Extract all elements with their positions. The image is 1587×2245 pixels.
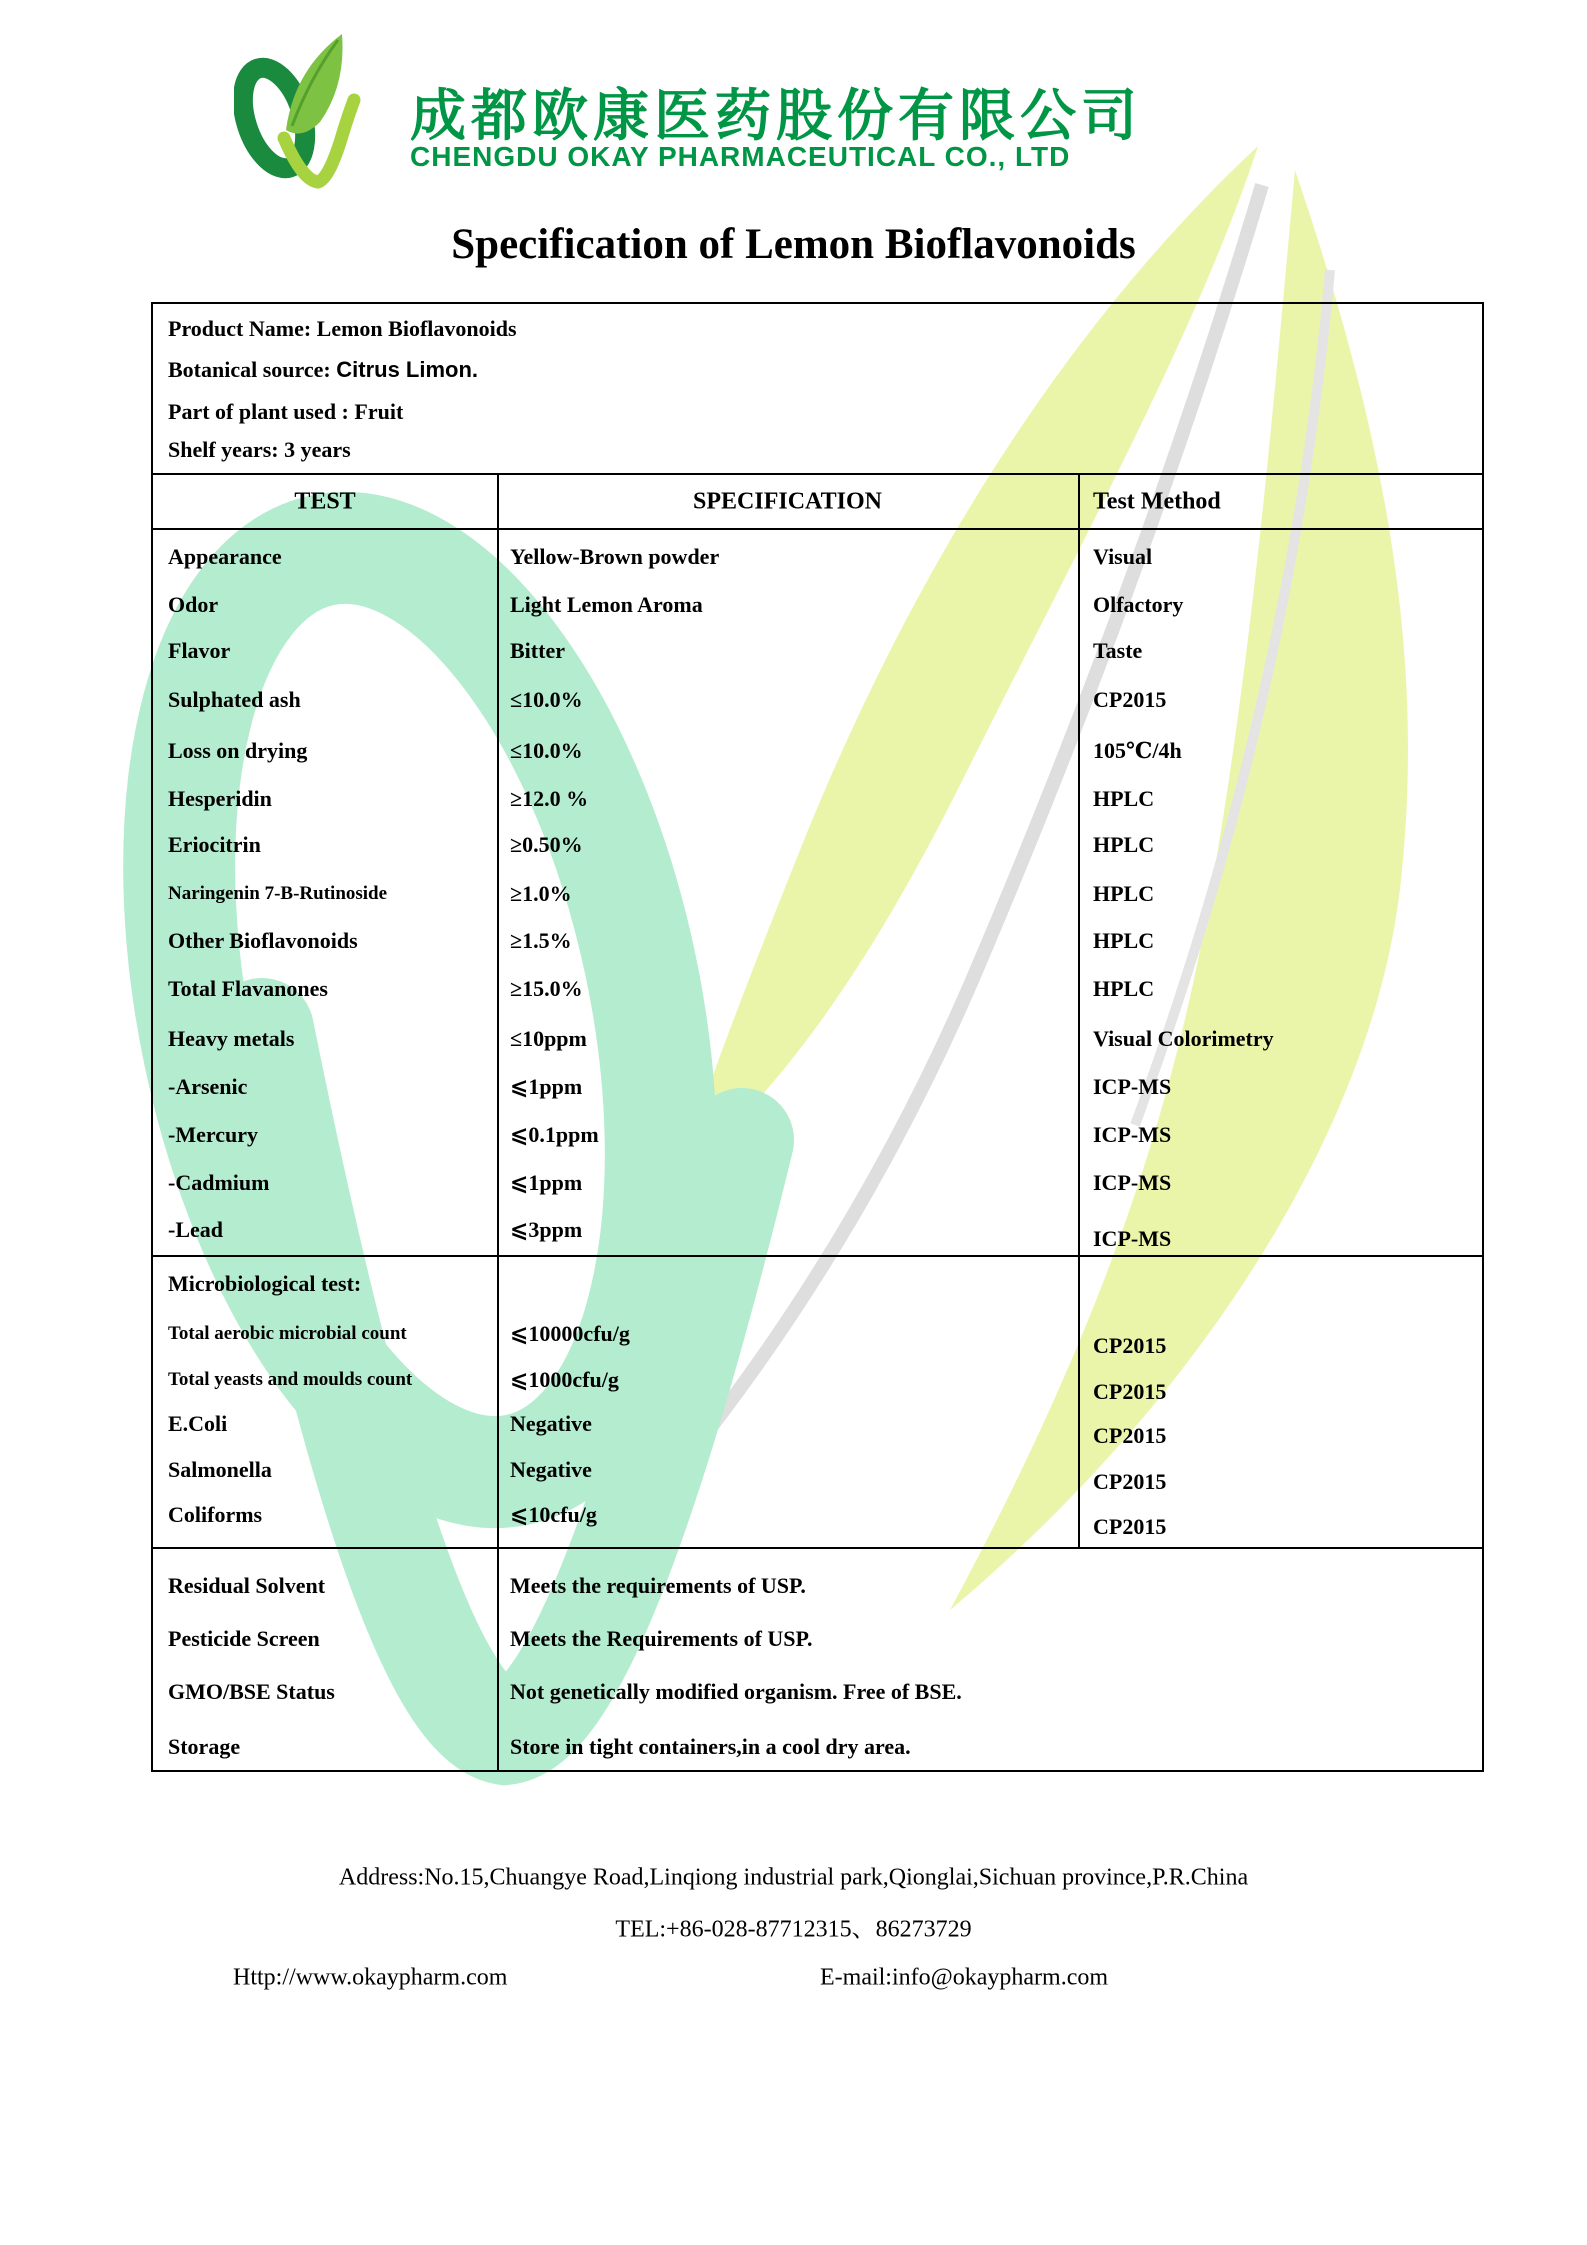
test-name: -Cadmium xyxy=(168,1170,270,1195)
spec-value: ⩽1ppm xyxy=(510,1170,583,1195)
spec-value: ≤10ppm xyxy=(510,1026,587,1051)
method-value: ICP-MS xyxy=(1093,1226,1172,1251)
document-title: Specification of Lemon Bioflavonoids xyxy=(451,221,1136,268)
info-value: Fruit xyxy=(354,399,404,424)
spec-value: Yellow-Brown powder xyxy=(510,544,720,569)
column-divider-2 xyxy=(1078,473,1080,1547)
test-name: -Mercury xyxy=(168,1122,258,1147)
divider-info-bottom xyxy=(153,473,1482,475)
spec-value: ≥0.50% xyxy=(510,832,583,857)
method-value: HPLC xyxy=(1093,881,1155,906)
column-header-specification: SPECIFICATION xyxy=(693,488,882,515)
test-name: Salmonella xyxy=(168,1457,272,1482)
test-name: Sulphated ash xyxy=(168,687,301,712)
spec-value: Negative xyxy=(510,1411,592,1436)
spec-value: ≥1.0% xyxy=(510,881,572,906)
spec-value: ⩽10cfu/g xyxy=(510,1502,597,1527)
company-name-english: CHENGDU OKAY PHARMACEUTICAL CO., LTD xyxy=(410,141,1071,172)
column-divider-1 xyxy=(497,473,499,1770)
spec-value: ≥12.0 % xyxy=(510,786,589,811)
spec-value: ⩽1ppm xyxy=(510,1074,583,1099)
info-label: Botanical source: xyxy=(168,357,331,382)
method-value: HPLC xyxy=(1093,786,1155,811)
test-name: E.Coli xyxy=(168,1411,228,1436)
info-label: Part of plant used : xyxy=(168,399,349,424)
spec-value: Meets the requirements of USP. xyxy=(510,1573,806,1598)
test-name: Pesticide Screen xyxy=(168,1626,320,1651)
method-value: Olfactory xyxy=(1093,592,1184,617)
test-name: Total yeasts and moulds count xyxy=(168,1369,413,1390)
method-value: HPLC xyxy=(1093,832,1155,857)
column-header-method: Test Method xyxy=(1093,488,1221,515)
column-header-test: TEST xyxy=(294,488,356,515)
spec-value: ⩽1000cfu/g xyxy=(510,1367,619,1392)
footer-email: E-mail:info@okaypharm.com xyxy=(820,1964,1109,1991)
divider-main-bottom xyxy=(153,1255,1482,1257)
spec-value: ≥15.0% xyxy=(510,976,583,1001)
method-value: HPLC xyxy=(1093,928,1155,953)
company-name-chinese: 成都欧康医药股份有限公司 xyxy=(410,84,1142,149)
spec-value: Light Lemon Aroma xyxy=(510,592,703,617)
spec-value: Meets the Requirements of USP. xyxy=(510,1626,813,1651)
divider-header-bottom xyxy=(153,528,1482,530)
test-name: Heavy metals xyxy=(168,1026,295,1051)
info-value: Citrus Limon. xyxy=(336,357,479,382)
test-name: -Lead xyxy=(168,1217,223,1242)
test-name: Other Bioflavonoids xyxy=(168,928,358,953)
spec-value: ⩽3ppm xyxy=(510,1217,583,1242)
test-name: Residual Solvent xyxy=(168,1573,326,1598)
method-value: ICP-MS xyxy=(1093,1074,1172,1099)
footer-address: Address:No.15,Chuangye Road,Linqiong industrial park,Qionglai,Sichuan province,P.R.China xyxy=(338,1864,1249,1891)
info-label: Shelf years: xyxy=(168,437,279,462)
test-name: Naringenin 7-B-Rutinoside xyxy=(168,883,388,904)
spec-value: Not genetically modified organism. Free of BSE. xyxy=(510,1679,962,1704)
test-name: Total aerobic microbial count xyxy=(168,1323,407,1344)
spec-value: ≤10.0% xyxy=(510,738,583,763)
method-value: 105℃/4h xyxy=(1093,738,1182,763)
spec-value: ⩽0.1ppm xyxy=(510,1122,599,1147)
spec-value: Store in tight containers,in a cool dry area. xyxy=(510,1734,911,1759)
info-label: Product Name: xyxy=(168,316,312,341)
method-value: CP2015 xyxy=(1093,1379,1167,1404)
method-value: CP2015 xyxy=(1093,1423,1167,1448)
method-value: ICP-MS xyxy=(1093,1170,1172,1195)
method-value: CP2015 xyxy=(1093,1333,1167,1358)
test-name: Coliforms xyxy=(168,1502,263,1527)
method-value: Taste xyxy=(1093,638,1143,663)
method-value: CP2015 xyxy=(1093,1514,1167,1539)
test-name: Total Flavanones xyxy=(168,976,328,1001)
info-value: Lemon Bioflavonoids xyxy=(316,316,517,341)
specification-table xyxy=(151,302,1484,1772)
spec-value: ⩽10000cfu/g xyxy=(510,1321,630,1346)
test-name: Storage xyxy=(168,1734,241,1759)
divider-micro-bottom xyxy=(153,1547,1482,1549)
spec-value: ≥1.5% xyxy=(510,928,572,953)
test-name: GMO/BSE Status xyxy=(168,1679,335,1704)
footer-website: Http://www.okaypharm.com xyxy=(233,1964,508,1991)
method-value: Visual Colorimetry xyxy=(1093,1026,1274,1051)
test-name: Eriocitrin xyxy=(168,832,261,857)
spec-value: ≤10.0% xyxy=(510,687,583,712)
test-name: Odor xyxy=(168,592,219,617)
micro-section-title: Microbiological test: xyxy=(168,1271,362,1296)
test-name: -Arsenic xyxy=(168,1074,248,1099)
test-name: Hesperidin xyxy=(168,786,272,811)
method-value: Visual xyxy=(1093,544,1153,569)
method-value: CP2015 xyxy=(1093,687,1167,712)
company-logo xyxy=(234,30,368,220)
method-value: CP2015 xyxy=(1093,1469,1167,1494)
info-value: 3 years xyxy=(284,437,351,462)
spec-value: Bitter xyxy=(510,638,565,663)
test-name: Appearance xyxy=(168,544,282,569)
spec-value: Negative xyxy=(510,1457,592,1482)
test-name: Flavor xyxy=(168,638,231,663)
method-value: HPLC xyxy=(1093,976,1155,1001)
footer-tel: TEL:+86-028-87712315、86273729 xyxy=(615,1916,972,1943)
test-name: Loss on drying xyxy=(168,738,308,763)
method-value: ICP-MS xyxy=(1093,1122,1172,1147)
